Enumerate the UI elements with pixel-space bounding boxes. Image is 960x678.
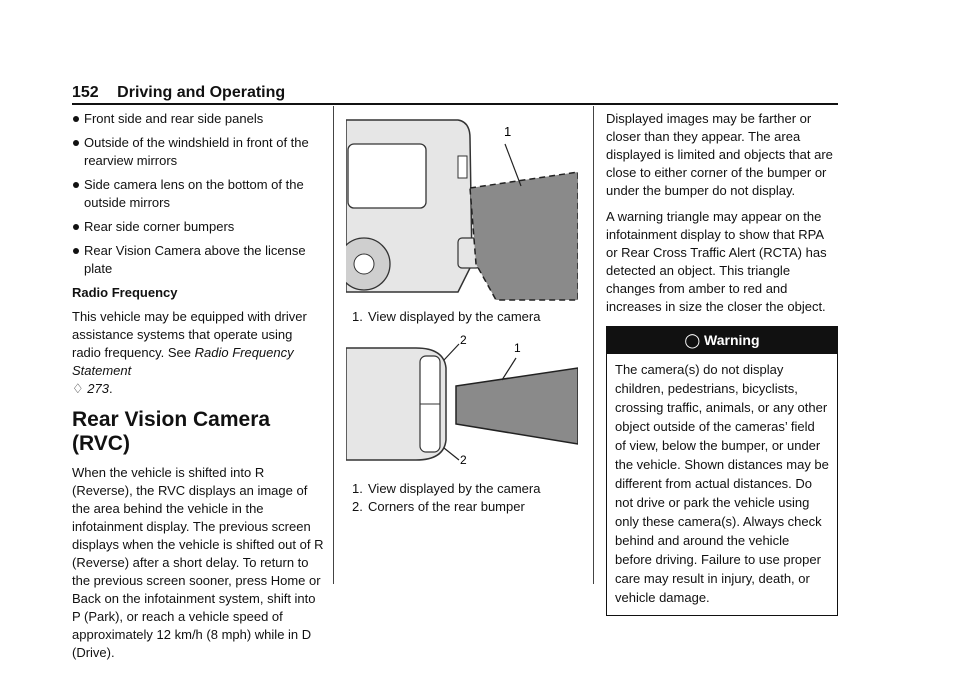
radio-frequency-page-ref[interactable]: 273 (87, 381, 109, 396)
figure2-caption (352, 480, 582, 516)
rear-view-figure-side (346, 114, 578, 302)
column-1 (72, 110, 324, 670)
list-item: Rear Vision Camera above the license plate (72, 242, 324, 278)
radio-frequency-paragraph: This vehicle may be equipped with driver assistance systems that operate using radio frequency. See Radio Frequency Statement ♢ 273. (72, 309, 307, 396)
warning-box (606, 326, 838, 616)
list-item: Outside of the windshield in front of the rearview mirrors (72, 134, 324, 170)
van-wheel-hub (354, 254, 374, 274)
list-item: Side camera lens on the bottom of the outside mirrors (72, 176, 324, 212)
warning-icon: ◯ (684, 332, 701, 348)
displayed-images-paragraph: Displayed images may be farther or closer than they appear. The area displayed is limited and objects that are close to either corner of the bumper or under the bumper do not display. (606, 111, 833, 198)
rear-view-figure-top (346, 334, 578, 466)
warning-text: The camera(s) do not display children, pedestrians, bicyclists, crossing traffic, animals, or any other object outside of the cameras’ field of view, below the bumper, or under the vehicle. Shown distances may be different from actual distances. Do not drive or park the vehicle using only these camera(s). Always check behind and around the vehicle before driving. Failure to use proper care may result in injury, death, or vehicle damage. (615, 362, 829, 605)
radio-frequency-link[interactable]: Radio Frequency Statement (72, 345, 294, 378)
caption-item (352, 480, 582, 498)
figure1-caption (352, 308, 582, 326)
column-divider-2 (593, 106, 594, 584)
page-header (72, 84, 285, 102)
header-rule (72, 103, 838, 105)
caption-number: 2. (352, 499, 363, 514)
callout-label-1: 1 (514, 341, 521, 355)
callout-label-2a: 2 (460, 334, 467, 347)
caption-text: View displayed by the camera (368, 309, 541, 324)
page-number: 152 (72, 84, 99, 101)
page-ref-icon: ♢ (72, 381, 84, 396)
callout-label-2b: 2 (460, 453, 467, 466)
column-divider-1 (333, 106, 334, 584)
caption-number: 1. (352, 309, 363, 324)
section-title-header: Driving and Operating (117, 84, 286, 101)
camera-view-zone (470, 172, 578, 300)
rvc-section-title: Rear Vision Camera (RVC) (72, 408, 271, 455)
callout-leader (505, 144, 521, 186)
list-item: Rear side corner bumpers (72, 218, 324, 236)
callout-leader-2a (444, 344, 459, 360)
van-side-window (348, 144, 426, 208)
callout-label: 1 (504, 124, 512, 139)
caption-number: 1. (352, 481, 363, 496)
caption-text: View displayed by the camera (368, 481, 541, 496)
callout-leader-2b (444, 448, 459, 460)
column-2 (346, 114, 582, 516)
camera-view-zone-top (456, 368, 578, 444)
radio-frequency-text: This vehicle may be equipped with driver assistance systems that operate using radio frequency. See (72, 309, 307, 360)
column-3 (606, 110, 838, 616)
radio-frequency-heading: Radio Frequency (72, 285, 178, 300)
warning-header (607, 327, 837, 354)
sensor-location-list (72, 110, 324, 278)
list-item: Front side and rear side panels (72, 110, 324, 128)
warning-title: Warning (704, 332, 760, 348)
caption-item (352, 498, 582, 516)
warning-triangle-paragraph: A warning triangle may appear on the infotainment display to show that RPA or Rear Cross Traffic Alert (RCTA) has detected an object. This triangle changes from amber to red and increases in size the closer the object. (606, 209, 827, 314)
van-tail-light (458, 156, 467, 178)
rvc-paragraph: When the vehicle is shifted into R (Reverse), the RVC displays an image of the area behind the vehicle in the infotainment display. The previous screen displays when the vehicle is shifted out of R (Reverse) after a short delay. To return to the previous screen sooner, press Home or Back on the infotainment system, shift into P (Park), or reach a vehicle speed of approximately 12 km/h (8 mph) while in D (Drive). (72, 465, 324, 660)
caption-text: Corners of the rear bumper (368, 499, 525, 514)
